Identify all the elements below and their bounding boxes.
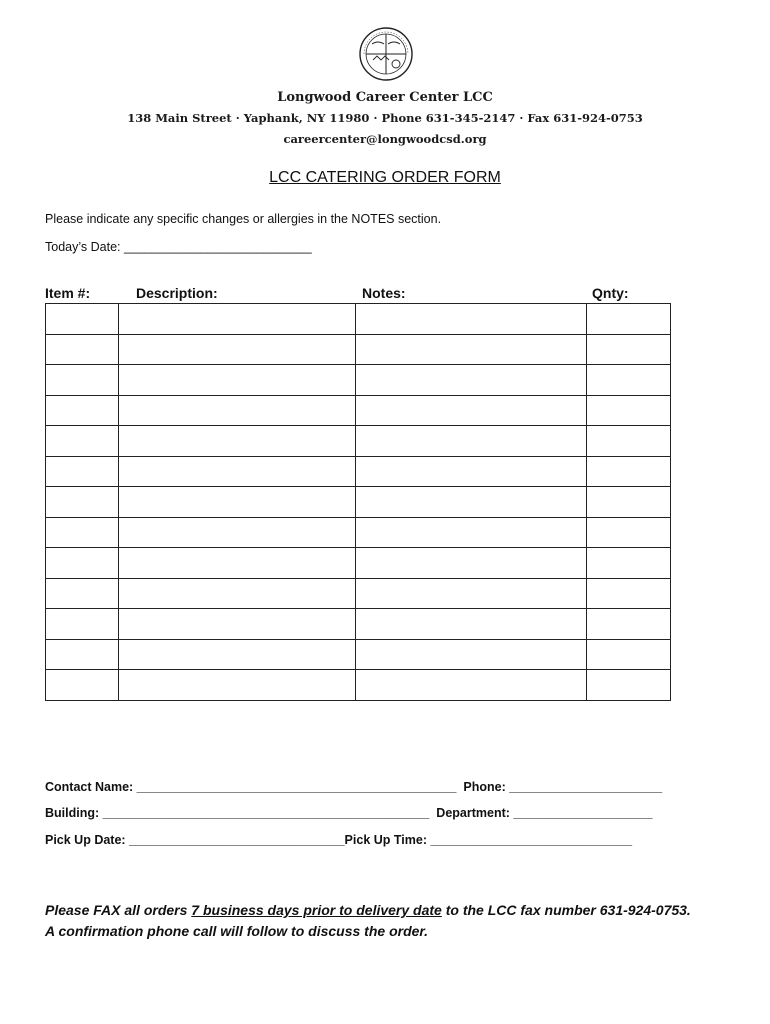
quantity-cell[interactable] xyxy=(587,639,671,670)
org-email: careercenter@longwoodcsd.org xyxy=(283,132,487,146)
item-number-cell[interactable] xyxy=(46,609,119,640)
description-cell[interactable] xyxy=(118,670,355,701)
notes-cell[interactable] xyxy=(355,365,587,396)
order-items-table xyxy=(45,303,671,701)
item-number-cell[interactable] xyxy=(46,487,119,518)
quantity-cell[interactable] xyxy=(587,609,671,640)
item-number-cell[interactable] xyxy=(46,456,119,487)
notes-cell[interactable] xyxy=(355,304,587,335)
notes-cell[interactable] xyxy=(355,487,587,518)
description-cell[interactable] xyxy=(118,426,355,457)
table-row xyxy=(46,456,671,487)
description-cell[interactable] xyxy=(118,334,355,365)
description-cell[interactable] xyxy=(118,304,355,335)
notes-cell[interactable] xyxy=(355,670,587,701)
column-header-description: Description: xyxy=(136,285,218,301)
description-cell[interactable] xyxy=(118,517,355,548)
notes-cell[interactable] xyxy=(355,395,587,426)
fax-instructions-after: to the LCC fax number 631-924-0753. A confirmation phone call will follow to discuss the order. xyxy=(45,902,691,939)
column-header-item: Item #: xyxy=(45,285,91,301)
school-seal-logo xyxy=(358,26,414,82)
item-number-cell[interactable] xyxy=(46,365,119,396)
description-cell[interactable] xyxy=(118,639,355,670)
notes-cell[interactable] xyxy=(355,548,587,579)
item-number-cell[interactable] xyxy=(46,304,119,335)
quantity-cell[interactable] xyxy=(587,517,671,548)
item-number-cell[interactable] xyxy=(46,548,119,579)
item-number-cell[interactable] xyxy=(46,334,119,365)
description-cell[interactable] xyxy=(118,548,355,579)
item-number-cell[interactable] xyxy=(46,578,119,609)
notes-cell[interactable] xyxy=(355,639,587,670)
quantity-cell[interactable] xyxy=(587,578,671,609)
item-number-cell[interactable] xyxy=(46,426,119,457)
fax-instructions xyxy=(45,900,695,942)
notes-cell[interactable] xyxy=(355,517,587,548)
item-number-cell[interactable] xyxy=(46,639,119,670)
notes-cell[interactable] xyxy=(355,578,587,609)
quantity-cell[interactable] xyxy=(587,395,671,426)
notes-cell[interactable] xyxy=(355,426,587,457)
table-row xyxy=(46,670,671,701)
contact-phone-fields[interactable]: Contact Name: ______________________________________________ Phone: ______________________ xyxy=(45,780,663,794)
todays-date-field[interactable]: Today’s Date: ___________________________ xyxy=(45,240,312,254)
form-title: LCC CATERING ORDER FORM xyxy=(269,169,501,186)
description-cell[interactable] xyxy=(118,487,355,518)
table-row xyxy=(46,517,671,548)
item-number-cell[interactable] xyxy=(46,670,119,701)
table-row xyxy=(46,304,671,335)
table-row xyxy=(46,365,671,396)
quantity-cell[interactable] xyxy=(587,487,671,518)
quantity-cell[interactable] xyxy=(587,670,671,701)
notes-cell[interactable] xyxy=(355,334,587,365)
description-cell[interactable] xyxy=(118,609,355,640)
quantity-cell[interactable] xyxy=(587,334,671,365)
org-name: Longwood Career Center LCC xyxy=(277,90,493,105)
description-cell[interactable] xyxy=(118,365,355,396)
fax-deadline-underlined: 7 business days prior to delivery date xyxy=(191,902,442,918)
fax-instructions-before: Please FAX all orders xyxy=(45,902,192,918)
table-row xyxy=(46,548,671,579)
quantity-cell[interactable] xyxy=(587,304,671,335)
description-cell[interactable] xyxy=(118,395,355,426)
instruction-text: Please indicate any specific changes or allergies in the NOTES section. xyxy=(45,212,442,226)
item-number-cell[interactable] xyxy=(46,395,119,426)
pickup-date-time-fields[interactable]: Pick Up Date: _______________________________Pick Up Time: _____________________________ xyxy=(45,833,633,847)
quantity-cell[interactable] xyxy=(587,548,671,579)
notes-cell[interactable] xyxy=(355,456,587,487)
description-cell[interactable] xyxy=(118,456,355,487)
table-row xyxy=(46,334,671,365)
table-row xyxy=(46,395,671,426)
table-row xyxy=(46,609,671,640)
description-cell[interactable] xyxy=(118,578,355,609)
table-row xyxy=(46,487,671,518)
quantity-cell[interactable] xyxy=(587,426,671,457)
column-header-notes: Notes: xyxy=(362,285,406,301)
table-row xyxy=(46,639,671,670)
table-row xyxy=(46,578,671,609)
quantity-cell[interactable] xyxy=(587,456,671,487)
item-number-cell[interactable] xyxy=(46,517,119,548)
org-address-line: 138 Main Street · Yaphank, NY 11980 · Phone 631-345-2147 · Fax 631-924-0753 xyxy=(127,111,643,125)
table-row xyxy=(46,426,671,457)
building-department-fields[interactable]: Building: _______________________________________________ Department: ____________________ xyxy=(45,806,653,820)
column-header-qnty: Qnty: xyxy=(592,285,629,301)
notes-cell[interactable] xyxy=(355,609,587,640)
quantity-cell[interactable] xyxy=(587,365,671,396)
